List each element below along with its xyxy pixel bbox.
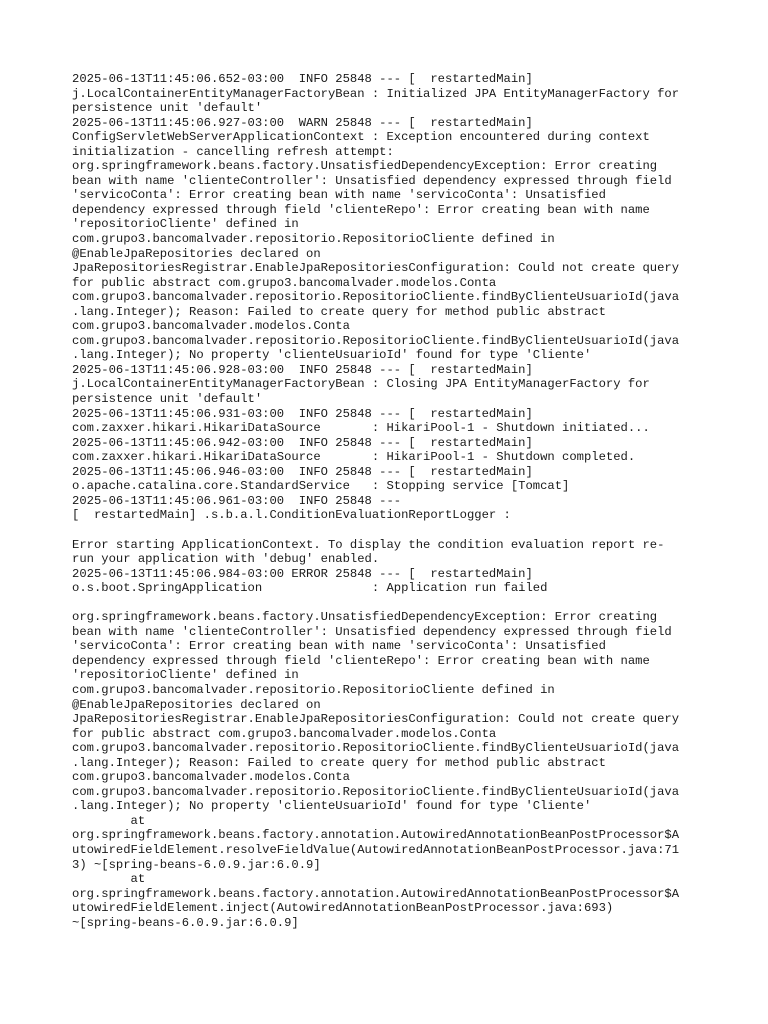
log-line: run your application with 'debug' enabled. xyxy=(72,552,380,567)
log-line: JpaRepositoriesRegistrar.EnableJpaRepositoriesConfiguration: Could not create query xyxy=(72,712,680,727)
log-line: bean with name 'clienteController': Unsatisfied dependency expressed through field xyxy=(72,624,672,639)
log-line: bean with name 'clienteController': Unsatisfied dependency expressed through field xyxy=(72,173,672,188)
log-line: j.LocalContainerEntityManagerFactoryBean : Closing JPA EntityManagerFactory for xyxy=(72,377,650,392)
log-line: Error starting ApplicationContext. To display the condition evaluation report re- xyxy=(72,537,665,552)
log-line: JpaRepositoriesRegistrar.EnableJpaRepositoriesConfiguration: Could not create query xyxy=(72,261,680,276)
log-line: [ restartedMain] .s.b.a.l.ConditionEvaluationReportLogger : xyxy=(72,508,511,523)
log-line: com.zaxxer.hikari.HikariDataSource : HikariPool-1 - Shutdown initiated... xyxy=(72,421,650,436)
log-line: @EnableJpaRepositories declared on xyxy=(72,246,321,261)
log-line: 3) ~[spring-beans-6.0.9.jar:6.0.9] xyxy=(72,857,321,872)
log-line: com.grupo3.bancomalvader.modelos.Conta xyxy=(72,770,350,785)
log-line: org.springframework.beans.factory.UnsatisfiedDependencyException: Error creating xyxy=(72,159,658,174)
log-line: persistence unit 'default' xyxy=(72,101,263,116)
log-line: 2025-06-13T11:45:06.928-03:00 INFO 25848 --- [ restartedMain] xyxy=(72,362,533,377)
log-line: com.grupo3.bancomalvader.repositorio.RepositorioCliente defined in xyxy=(72,682,555,697)
log-line: 'repositorioCliente' defined in xyxy=(72,668,299,683)
log-line: dependency expressed through field 'clienteRepo': Error creating bean with name xyxy=(72,653,650,668)
log-output xyxy=(72,72,712,930)
log-line: for public abstract com.grupo3.bancomalvader.modelos.Conta xyxy=(72,275,497,290)
log-line: com.zaxxer.hikari.HikariDataSource : HikariPool-1 - Shutdown completed. xyxy=(72,450,636,465)
log-line: .lang.Integer); Reason: Failed to create query for method public abstract xyxy=(72,755,606,770)
log-line: initialization - cancelling refresh attempt: xyxy=(72,144,394,159)
log-line: dependency expressed through field 'clienteRepo': Error creating bean with name xyxy=(72,202,650,217)
log-line: 2025-06-13T11:45:06.931-03:00 INFO 25848 --- [ restartedMain] xyxy=(72,406,533,421)
log-line: 2025-06-13T11:45:06.652-03:00 INFO 25848 --- [ restartedMain] xyxy=(72,72,533,86)
log-line: com.grupo3.bancomalvader.modelos.Conta xyxy=(72,319,350,334)
log-line: o.apache.catalina.core.StandardService : Stopping service [Tomcat] xyxy=(72,479,570,494)
log-line: 2025-06-13T11:45:06.942-03:00 INFO 25848 --- [ restartedMain] xyxy=(72,435,533,450)
log-line: com.grupo3.bancomalvader.repositorio.RepositorioCliente defined in xyxy=(72,232,555,247)
log-line: 2025-06-13T11:45:06.927-03:00 WARN 25848 --- [ restartedMain] xyxy=(72,115,533,130)
log-line: for public abstract com.grupo3.bancomalvader.modelos.Conta xyxy=(72,726,497,741)
log-line xyxy=(72,596,712,611)
log-line: 'servicoConta': Error creating bean with name 'servicoConta': Unsatisfied xyxy=(72,188,606,203)
log-line: org.springframework.beans.factory.UnsatisfiedDependencyException: Error creating xyxy=(72,610,658,625)
log-line: org.springframework.beans.factory.annotation.AutowiredAnnotationBeanPostProcessor$A xyxy=(72,828,680,843)
log-line: .lang.Integer); Reason: Failed to create query for method public abstract xyxy=(72,304,606,319)
log-line: @EnableJpaRepositories declared on xyxy=(72,697,321,712)
log-line: ConfigServletWebServerApplicationContext : Exception encountered during context xyxy=(72,130,650,145)
log-line: at xyxy=(72,872,146,887)
log-line: com.grupo3.bancomalvader.repositorio.RepositorioCliente.findByClienteUsuarioId(java xyxy=(72,741,680,756)
log-line: org.springframework.beans.factory.annotation.AutowiredAnnotationBeanPostProcessor$A xyxy=(72,886,680,901)
log-line: com.grupo3.bancomalvader.repositorio.RepositorioCliente.findByClienteUsuarioId(java xyxy=(72,290,680,305)
log-line: persistence unit 'default' xyxy=(72,392,263,407)
log-line: at xyxy=(72,813,146,828)
log-line: utowiredFieldElement.inject(AutowiredAnnotationBeanPostProcessor.java:693) xyxy=(72,901,614,916)
log-line: .lang.Integer); No property 'clienteUsuarioId' found for type 'Cliente' xyxy=(72,799,592,814)
log-line: o.s.boot.SpringApplication : Application run failed xyxy=(72,581,548,596)
log-line: 'servicoConta': Error creating bean with name 'servicoConta': Unsatisfied xyxy=(72,639,606,654)
log-line: j.LocalContainerEntityManagerFactoryBean : Initialized JPA EntityManagerFactory for xyxy=(72,86,680,101)
log-line: .lang.Integer); No property 'clienteUsuarioId' found for type 'Cliente' xyxy=(72,348,592,363)
log-line: 2025-06-13T11:45:06.946-03:00 INFO 25848 --- [ restartedMain] xyxy=(72,464,533,479)
log-line: com.grupo3.bancomalvader.repositorio.RepositorioCliente.findByClienteUsuarioId(java xyxy=(72,333,680,348)
log-line: utowiredFieldElement.resolveFieldValue(AutowiredAnnotationBeanPostProcessor.java:71 xyxy=(72,842,680,857)
log-line: 'repositorioCliente' defined in xyxy=(72,217,299,232)
log-line: 2025-06-13T11:45:06.961-03:00 INFO 25848 --- xyxy=(72,493,402,508)
log-line: ~[spring-beans-6.0.9.jar:6.0.9] xyxy=(72,915,299,930)
log-line xyxy=(72,523,712,538)
log-line: 2025-06-13T11:45:06.984-03:00 ERROR 25848 --- [ restartedMain] xyxy=(72,566,533,581)
log-line: com.grupo3.bancomalvader.repositorio.RepositorioCliente.findByClienteUsuarioId(java xyxy=(72,784,680,799)
